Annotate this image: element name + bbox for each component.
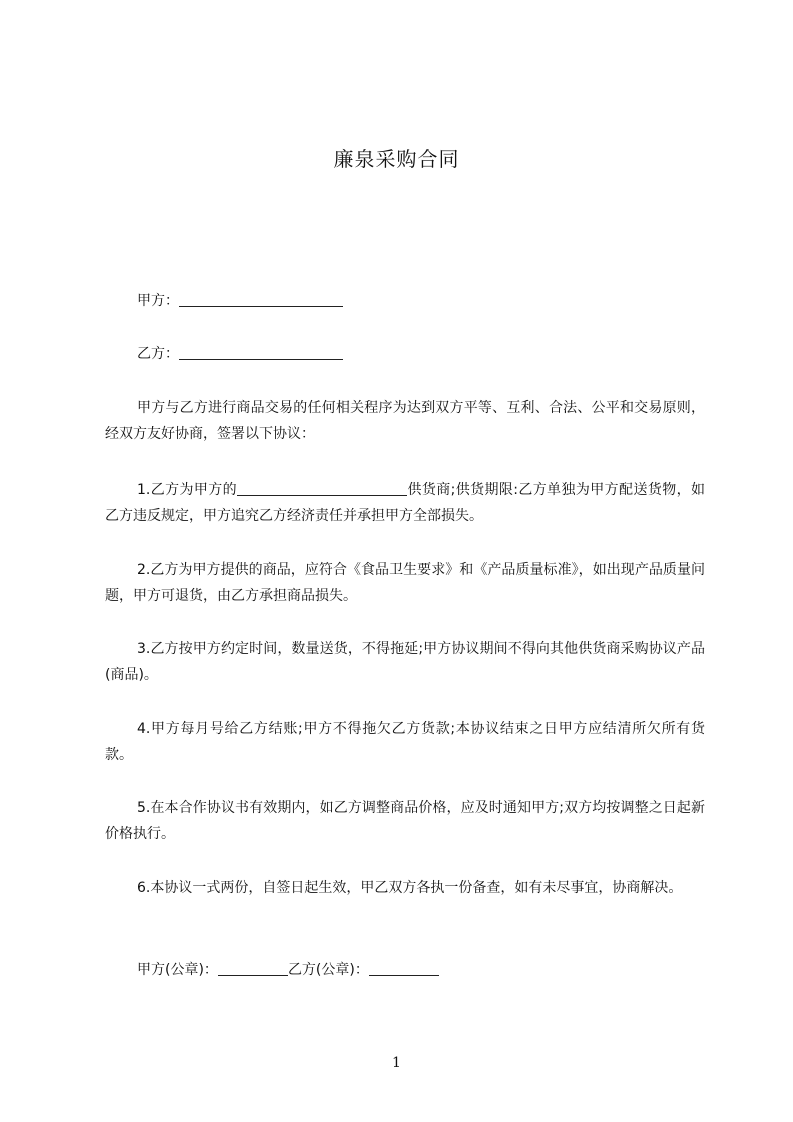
supplier-blank [237, 481, 407, 496]
clause-1-start: 1.乙方为甲方的 [137, 482, 238, 498]
sign-b-label: 乙方(公章)： [287, 962, 369, 978]
party-b-blank [179, 344, 343, 360]
party-a-label: 甲方： [137, 293, 179, 309]
clause-5: 5.在本合作协议书有效期内，如乙方调整商品价格，应及时通知甲方;双方均按调整之日起新价格执行。 [105, 800, 705, 842]
sign-b-blank [369, 960, 439, 976]
party-a-line [137, 289, 343, 313]
clause-3: 3.乙方按甲方约定时间，数量送货，不得拖延;甲方协议期间不得向其他供货商采购协议产品(商品)。 [105, 641, 705, 683]
clause-1-end: 供货商;供货期限:乙方单独为甲方配送货物，如乙方违反规定，甲方追究乙方经济责任并承担甲方全部损失。 [105, 482, 705, 524]
document-title: 廉泉采购合同 [333, 147, 460, 171]
clause-4: 4.甲方每月号给乙方结账;甲方不得拖欠乙方货款;本协议结束之日甲方应结清所欠所有货款。 [105, 721, 705, 763]
clause-6: 6.本协议一式两份，自签日起生效，甲乙双方各执一份备查，如有未尽事宜，协商解决。 [137, 880, 683, 896]
intro-paragraph: 甲方与乙方进行商品交易的任何相关程序为达到双方平等、互利、合法、公平和交易原则，经双方友好协商，签署以下协议： [105, 400, 705, 442]
party-a-blank [179, 291, 343, 307]
signature-line [137, 958, 439, 982]
party-b-label: 乙方： [137, 346, 179, 362]
clause-2: 2.乙方为甲方提供的商品，应符合《食品卫生要求》和《产品质量标准》，如出现产品质量问题，甲方可退货，由乙方承担商品损失。 [105, 562, 705, 604]
page-number: 1 [392, 1055, 401, 1071]
sign-a-blank [218, 960, 288, 976]
clause-1 [105, 477, 705, 529]
sign-a-label: 甲方(公章)： [137, 962, 218, 978]
party-b-line [137, 342, 343, 366]
